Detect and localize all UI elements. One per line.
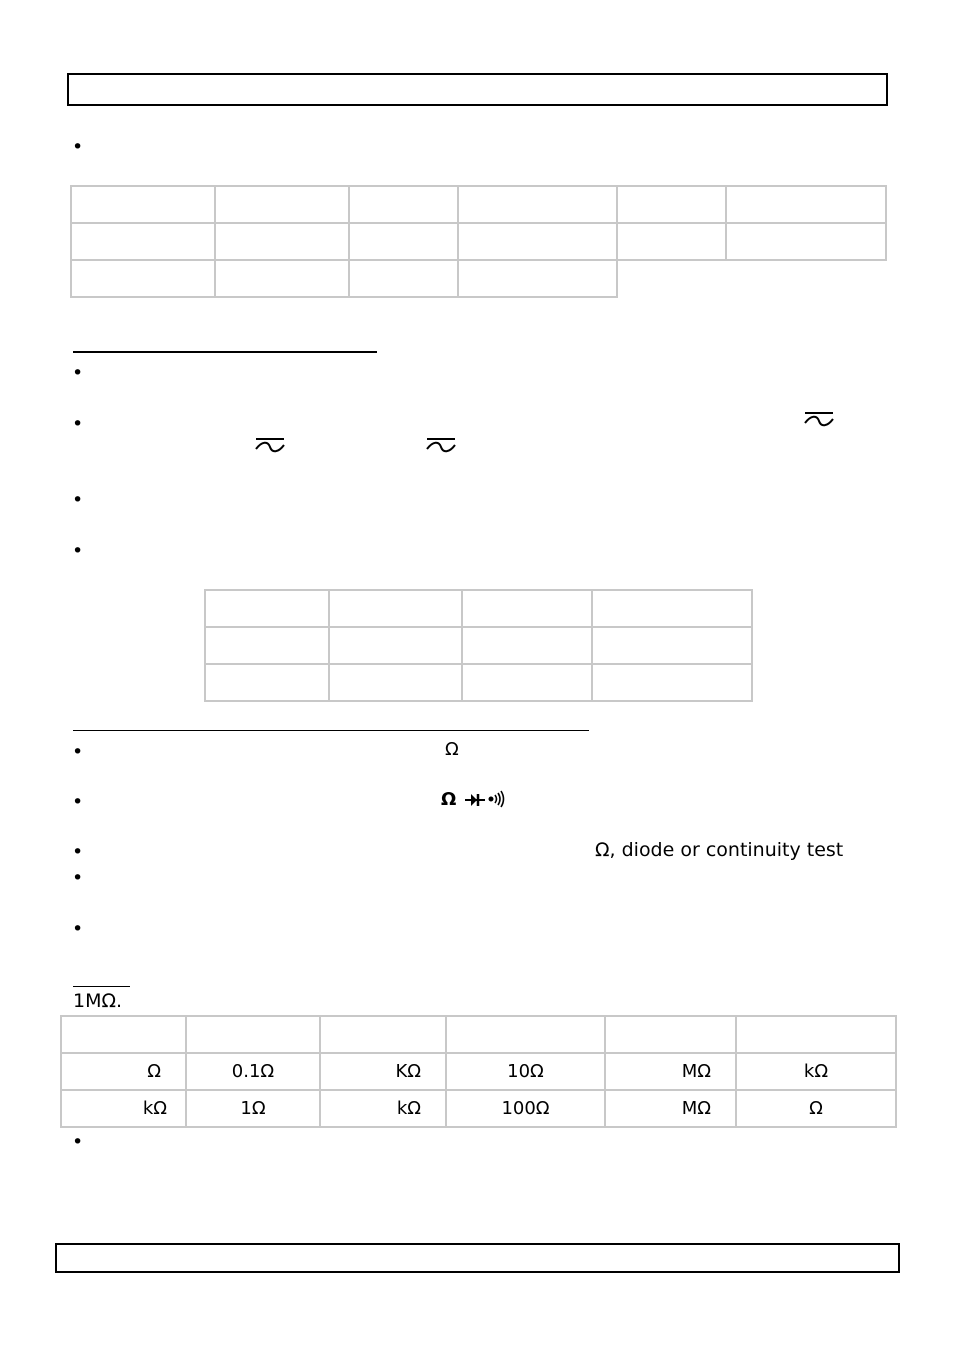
table-row [205,627,752,664]
bullet: • [72,918,84,940]
table-cell [592,627,752,664]
bullet: • [72,867,84,889]
table-cell: KΩ [320,1053,446,1090]
table-cell [349,223,458,260]
table-row [205,590,752,627]
table-cell [320,1016,446,1053]
bullet: • [72,540,84,562]
table-cell [617,186,726,223]
bullet: • [72,362,84,384]
table-cell [726,260,886,297]
ohm-symbol: Ω [441,789,457,810]
section-heading-underline [73,730,589,731]
table-cell [458,223,617,260]
table-cell [617,260,726,297]
bullet: • [72,841,84,863]
table-cell [205,627,329,664]
table-cell [592,664,752,701]
table-row [61,1016,896,1053]
table-cell [349,260,458,297]
resistance-note: 1MΩ. [73,990,123,1012]
table-row [71,260,886,297]
table-cell [617,223,726,260]
table-row [71,223,886,260]
ohm-diode-continuity-text: Ω, diode or continuity test [595,839,844,861]
table-cell [71,260,215,297]
table-cell: Ω [736,1090,896,1127]
table-cell [71,186,215,223]
table-cell [462,627,592,664]
bullet: • [72,489,84,511]
continuity-buzzer-icon [487,790,507,808]
table-cell [592,590,752,627]
table-cell [186,1016,320,1053]
table-cell [205,664,329,701]
table-cell [458,260,617,297]
section-heading-underline [73,351,377,353]
table-cell: 1Ω [186,1090,320,1127]
ac-dc-symbol-icon [804,411,834,429]
table-row [71,186,886,223]
bullet: • [72,413,84,435]
footer-box [55,1243,900,1273]
table-cell: kΩ [61,1090,186,1127]
note-underline [73,986,130,987]
table-cell [205,590,329,627]
table-row [61,1090,896,1127]
table-cell [726,223,886,260]
ac-dc-symbol-icon [255,437,285,455]
table-1 [70,185,887,298]
table-row [61,1053,896,1090]
table-cell [462,664,592,701]
table-2 [204,589,753,702]
ac-dc-symbol-icon [426,437,456,455]
table-cell: 100Ω [446,1090,605,1127]
table-cell [446,1016,605,1053]
bullet: • [72,741,84,763]
table-cell: 0.1Ω [186,1053,320,1090]
table-cell: Ω [61,1053,186,1090]
table-cell [458,186,617,223]
table-cell [215,260,349,297]
table-cell: 10Ω [446,1053,605,1090]
table-cell [726,186,886,223]
bullet: • [72,791,84,813]
table-cell [736,1016,896,1053]
table-cell [215,223,349,260]
table-cell [329,627,462,664]
resistance-table [60,1015,897,1128]
table-cell: MΩ [605,1090,736,1127]
table-cell: kΩ [736,1053,896,1090]
table-cell [329,664,462,701]
table-cell: MΩ [605,1053,736,1090]
ohm-symbol: Ω [445,739,459,760]
table-row [205,664,752,701]
table-cell [61,1016,186,1053]
table-cell [71,223,215,260]
header-box [67,73,888,106]
table-cell: kΩ [320,1090,446,1127]
table-cell [605,1016,736,1053]
bullet: • [72,136,84,158]
table-cell [215,186,349,223]
table-cell [349,186,458,223]
table-cell [329,590,462,627]
table-cell [462,590,592,627]
diode-icon [464,792,486,808]
bullet: • [72,1131,84,1153]
